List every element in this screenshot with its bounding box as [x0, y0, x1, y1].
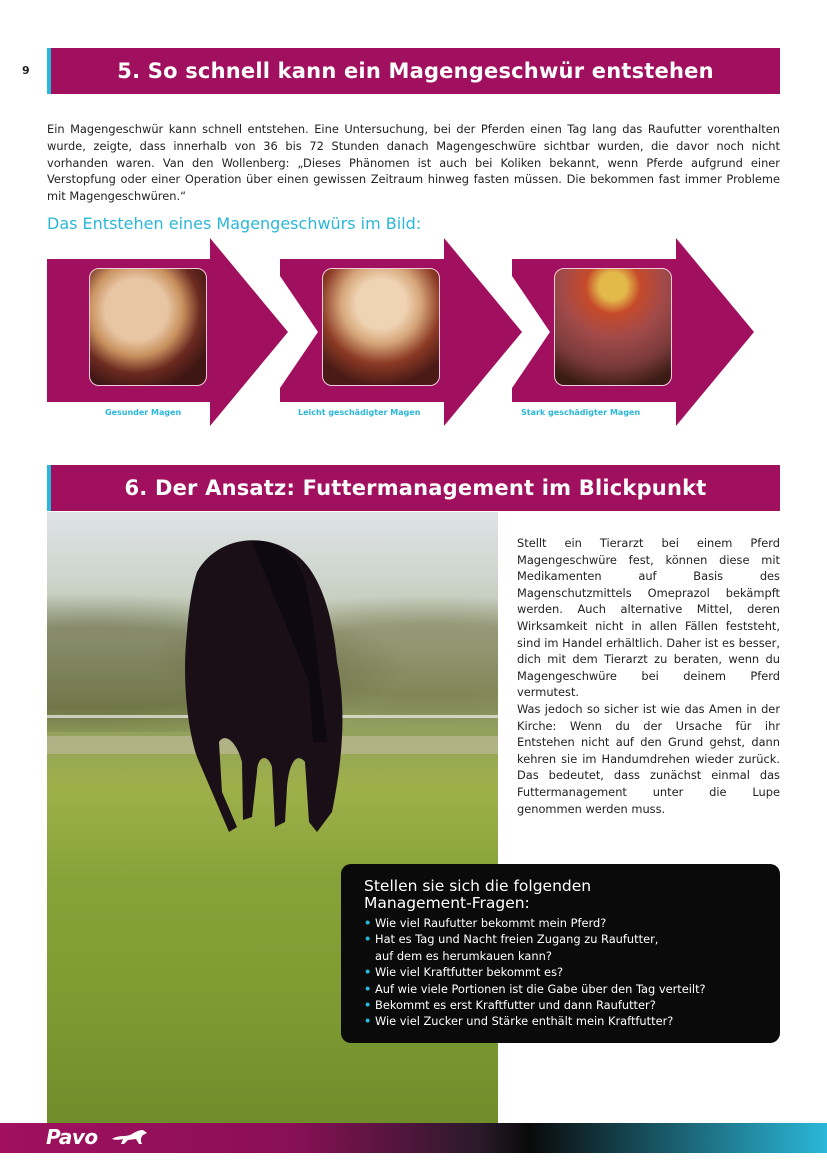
page-number: 9 [22, 64, 30, 77]
bullet-icon: • [364, 981, 372, 996]
section-6-body [517, 535, 780, 817]
section-6-title: 6. Der Ansatz: Futtermanagement im Blickpunkt [124, 476, 707, 500]
question-item [364, 931, 766, 947]
question-text: auf dem es herumkauen kann? [375, 948, 552, 963]
question-text: Bekommt es erst Kraftfutter und dann Raufutter? [375, 998, 656, 1013]
severely-damaged-stomach-image [554, 268, 672, 386]
slightly-damaged-stomach-image [322, 268, 440, 386]
question-text: Wie viel Zucker und Stärke enthält mein Kraftfutter? [375, 1014, 674, 1029]
questions-title-line-1: Stellen sie sich die folgenden [364, 877, 592, 895]
pavo-logo: Pavo [46, 1125, 98, 1149]
section-5-intro: Ein Magengeschwür kann schnell entstehen. Eine Untersuchung, bei der Pferden einen Tag lang das Raufutter vorenthalten wurde, zeigte, dass innerhalb von 36 bis 72 Stunden danach Magengeschwüre sichtbar wurden, die davor noch nicht vorhanden waren. Van den Wollenberg: „Dieses Phänomen ist auch bei Koliken bekannt, wenn Pferde aufgrund einer Verstopfung oder einer Operation über einen gewissen Zeitraum hinweg fasten müssen. Die bekommen fast immer Probleme mit Magengeschwüren.“ [47, 122, 780, 204]
question-text: Auf wie viele Portionen ist die Gabe über den Tag verteilt? [375, 981, 706, 996]
bullet-icon: • [364, 965, 372, 980]
management-questions-box [341, 864, 780, 1043]
question-item [364, 981, 766, 997]
question-item [364, 1013, 766, 1029]
horse-logo-icon [110, 1127, 150, 1147]
question-text: Wie viel Raufutter bekommt mein Pferd? [375, 916, 607, 930]
section-6-paragraph-2: Was jedoch so sicher ist wie das Amen in der Kirche: Wenn du der Ursache für ihr Entstehen nicht auf den Grund gehst, dann kehren sie im Handumdrehen wieder zurück. Das bedeutet, dass zunächst einmal das Futtermanagement unter die Lupe genommen werden muss. [517, 701, 780, 816]
bullet-icon: • [364, 998, 372, 1013]
section-6-paragraph-1: Stellt ein Tierarzt bei einem Pferd Magengeschwüre fest, können diese mit Medikamenten auf Basis des Magenschutzmittels Omeprazol bekämpft werden. Auch alternative Mittel, deren Wirksamkeit nicht in allen Fällen feststeht, sind im Handel erhältlich. Daher ist es besser, dich mit dem Tierarzt zu beraten, wenn du Magengeschwüre bei deinem Pferd vermutest. [517, 536, 780, 700]
question-item [364, 915, 766, 931]
question-text: Wie viel Kraftfutter bekommt es? [375, 965, 564, 980]
stage-label-severely-damaged: Stark geschädigter Magen [521, 408, 641, 417]
questions-title-line-2: Management-Fragen: [364, 894, 530, 912]
question-item [364, 964, 766, 980]
question-item-continuation [364, 948, 766, 964]
stage-label-healthy: Gesunder Magen [105, 408, 182, 417]
bullet-icon: • [364, 932, 372, 947]
bullet-icon: • [364, 916, 372, 930]
section-6-header [47, 465, 780, 511]
questions-list [364, 915, 766, 1030]
section-5-title: 5. So schnell kann ein Magengeschwür entstehen [117, 59, 714, 83]
stage-label-slightly-damaged: Leicht geschädigter Magen [298, 408, 421, 417]
image-sequence-heading: Das Entstehen eines Magengeschwürs im Bild: [47, 214, 422, 233]
healthy-stomach-image [89, 268, 207, 386]
questions-title [364, 878, 766, 912]
question-text: Hat es Tag und Nacht freien Zugang zu Raufutter, [375, 932, 659, 947]
question-item [364, 997, 766, 1013]
bullet-icon: • [364, 1014, 372, 1029]
